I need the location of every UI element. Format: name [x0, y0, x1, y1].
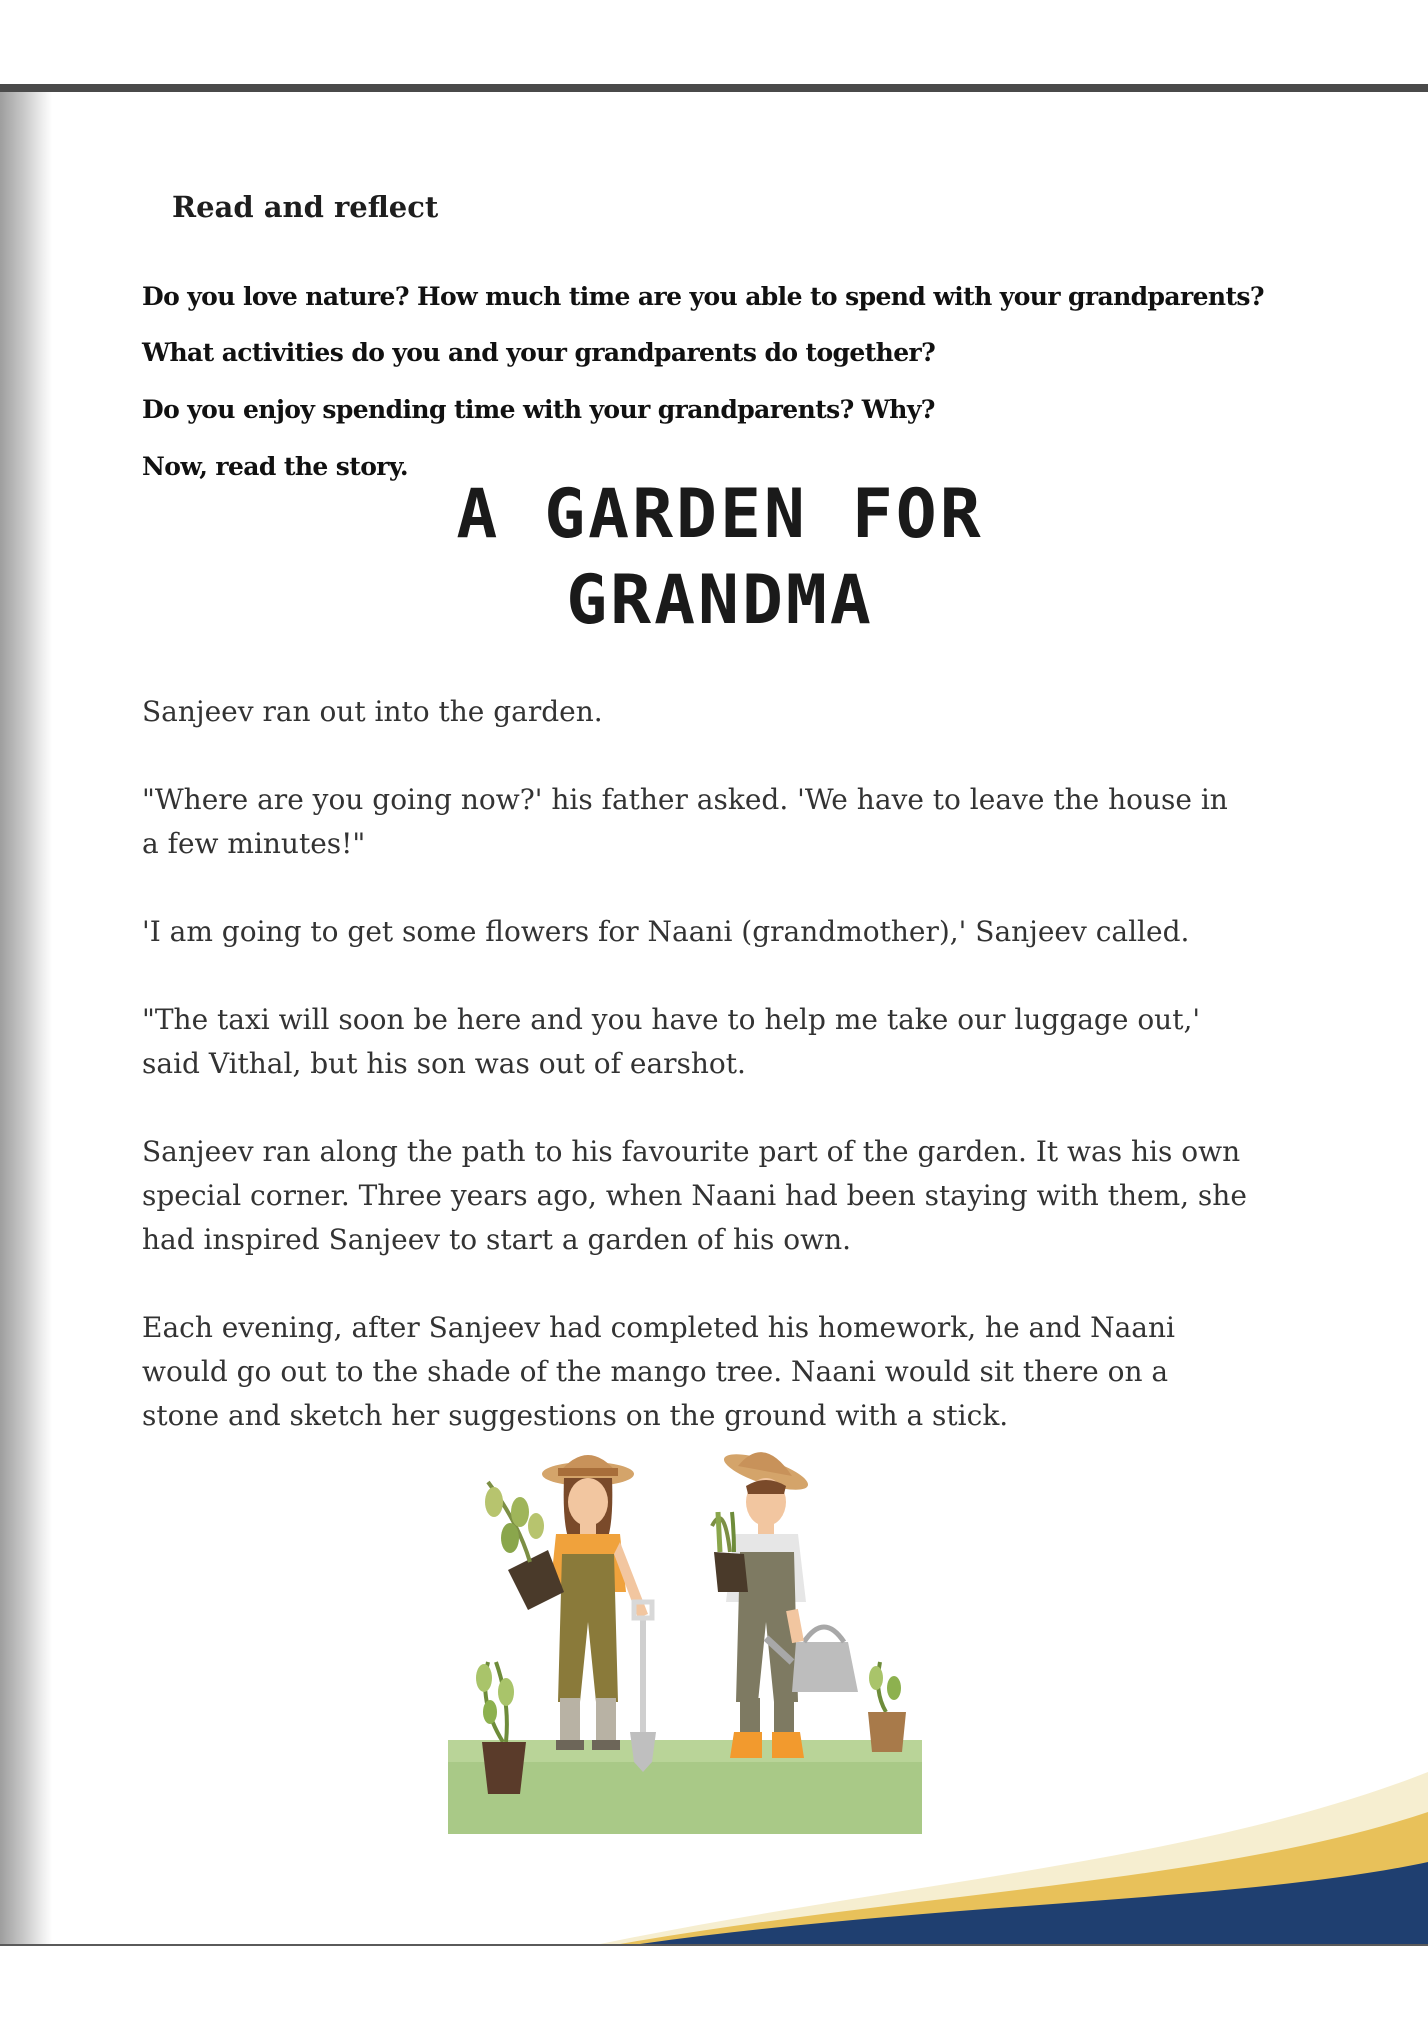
story-paragraph: "Where are you going now?' his father asked. 'We have to leave the house in a few minutes!": [142, 783, 1228, 860]
story-paragraph: Sanjeev ran out into the garden.: [142, 695, 603, 728]
reflect-question: What activities do you and your grandparents do together?: [142, 338, 936, 367]
story-title-line-2: GRANDMA: [566, 561, 874, 640]
story-paragraph: Sanjeev ran along the path to his favourite part of the garden. It was his own special corner. Three years ago, when Naani had been staying with them, she had inspired Sanjeev to start a garden of his own.: [142, 1135, 1247, 1256]
story-paragraph: 'I am going to get some flowers for Naani (grandmother),' Sanjeev called.: [142, 915, 1190, 948]
girl-gardener-icon: [485, 1455, 656, 1772]
section-heading: Read and reflect: [172, 190, 439, 224]
story-paragraph: Each evening, after Sanjeev had completed his homework, he and Naani would go out to the shade of the mango tree. Naani would sit there on a stone and sketch her suggestions on the ground with a stick.: [142, 1311, 1175, 1432]
reflect-instruction: Now, read the story.: [142, 452, 409, 481]
page-spine-shadow: [0, 92, 52, 1944]
story-paragraph: "The taxi will soon be here and you have to help me take our luggage out,' said Vithal, but his son was out of earshot.: [142, 1003, 1201, 1080]
decorative-wave: [0, 1772, 1428, 1944]
textbook-page: [0, 92, 1428, 1944]
bottom-rule: [0, 1944, 1428, 1946]
story-title: [360, 472, 1080, 644]
boy-gardener-icon: [712, 1447, 858, 1758]
story-title-line-1: A GARDEN FOR: [456, 475, 984, 554]
top-rule: [0, 84, 1428, 92]
reflect-question: Do you love nature? How much time are you able to spend with your grandparents?: [142, 282, 1264, 311]
reflect-question: Do you enjoy spending time with your grandparents? Why?: [142, 395, 935, 424]
potted-plant-icon: [868, 1662, 906, 1752]
